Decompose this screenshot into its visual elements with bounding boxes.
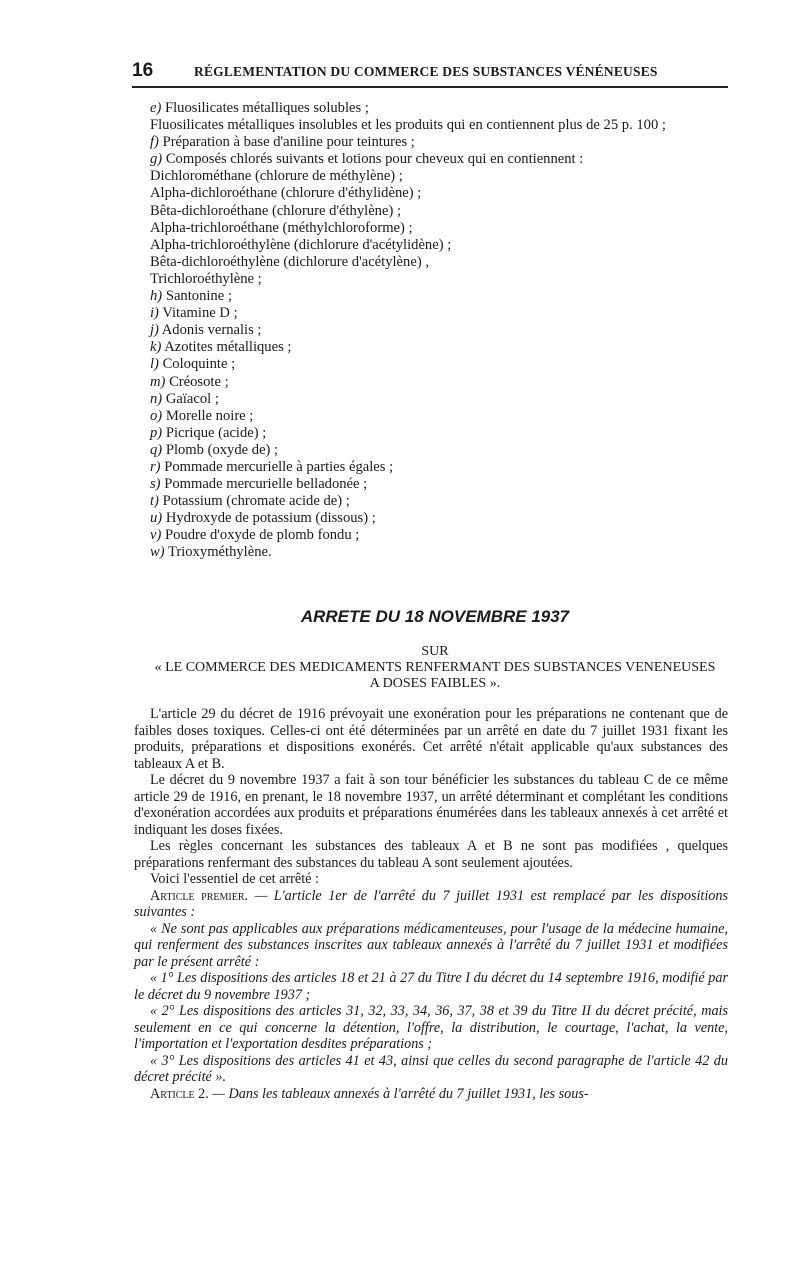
list-item-text: Bêta-dichloroéthane (chlorure d'éthylène) ;	[150, 202, 402, 219]
substance-list	[150, 100, 730, 562]
paragraph: « 1° Les dispositions des articles 18 et 21 à 27 du Titre I du décret du 14 septembre 1916, modifié par le décret du 9 novembre 1937 ;	[134, 970, 728, 1003]
list-item-letter: h)	[150, 288, 163, 305]
paragraph: « 3° Les dispositions des articles 41 et 43, ainsi que celles du second paragraphe de l'article 42 du décret précité ».	[134, 1052, 728, 1085]
list-item	[150, 493, 730, 510]
list-item-letter: w)	[150, 544, 165, 561]
list-item	[150, 322, 730, 339]
list-item-letter: i)	[150, 305, 159, 322]
list-item	[150, 459, 730, 476]
paragraph: « 2° Les dispositions des articles 31, 32, 33, 34, 36, 37, 38 et 39 du Titre II du décret précité, mais seulement en ce qui concerne la détention, l'offre, la distribution, le courtage, l'achat, la vente, l'importation et l'exportation desdites préparations ;	[134, 1003, 728, 1052]
list-item-text: Gaïacol ;	[165, 390, 219, 407]
list-item	[150, 425, 730, 442]
list-item-letter: s)	[150, 476, 161, 493]
paragraph: Les règles concernant les substances des tableaux A et B ne sont pas modifiées , quelques préparations renfermant des substances du tableau A sont seulement ajoutées.	[134, 838, 728, 871]
list-item-text: Trichloroéthylène ;	[150, 270, 262, 287]
list-item-text: Azotites métalliques ;	[164, 339, 292, 356]
list-item	[150, 288, 730, 305]
list-item-text: Créosote ;	[169, 373, 229, 390]
list-item	[150, 254, 730, 271]
article-label: Article premier.	[150, 887, 249, 904]
list-item	[150, 374, 730, 391]
list-item	[150, 117, 728, 134]
list-item	[150, 100, 730, 117]
list-item-text: Vitamine D ;	[162, 305, 238, 322]
section-title: ARRETE DU 18 NOVEMBRE 1937	[300, 607, 570, 626]
list-item	[150, 527, 730, 544]
list-item	[150, 408, 730, 425]
list-item-letter: u)	[150, 510, 163, 527]
list-item-letter: k)	[150, 339, 162, 356]
list-item	[150, 510, 730, 527]
list-item-text: Hydroxyde de potassium (dissous) ;	[165, 510, 376, 527]
list-item	[150, 544, 730, 561]
list-item-text: Poudre d'oxyde de plomb fondu ;	[165, 527, 360, 544]
list-item-letter: n)	[150, 390, 163, 407]
list-item-text: Fluosilicates métalliques insolubles et les produits qui en contiennent plus de 25 p. 100 ;	[150, 117, 666, 134]
list-item-letter: t)	[150, 493, 159, 510]
section-sur: SUR	[421, 644, 449, 659]
list-item-letter: f)	[150, 134, 159, 151]
list-item-text: Composés chlorés suivants et lotions pour cheveux qui en contiennent :	[165, 151, 584, 168]
list-item-text: Coloquinte ;	[162, 356, 236, 373]
list-item	[150, 134, 730, 151]
list-item-text: Bêta-dichloroéthylène (dichlorure d'acétylène) ,	[150, 253, 429, 270]
list-item-text: Dichlorométhane (chlorure de méthylène) ;	[150, 168, 403, 185]
paragraph: L'article 29 du décret de 1916 prévoyait une exonération pour les préparations ne contenant que de faibles doses toxiques. Celles-ci ont été déterminées par un arrêté en date du 7 juillet 1931 fixant les produits, préparations et dispositions exonérés. Cet arrêté n'était applicable qu'aux substances des tableaux A et B.	[134, 706, 728, 772]
list-item	[150, 339, 730, 356]
list-item-text: Morelle noire ;	[165, 407, 254, 424]
list-item	[150, 185, 730, 202]
paragraph	[134, 888, 728, 921]
list-item	[150, 476, 730, 493]
list-item	[150, 168, 730, 185]
article-text: — L'article 1er de l'arrêté du 7 juillet 1931 est remplacé par les dispositions suivantes :	[134, 887, 728, 920]
list-item-text: Trioxyméthylène.	[167, 544, 272, 561]
list-item-text: Alpha-trichloroéthylène (dichlorure d'acétylidène) ;	[150, 236, 452, 253]
list-item-text: Adonis vernalis ;	[161, 322, 262, 339]
list-item-text: Alpha-dichloroéthane (chlorure d'éthylidène) ;	[150, 185, 422, 202]
list-item-letter: l)	[150, 356, 159, 373]
list-item	[150, 203, 730, 220]
list-item-letter: j)	[150, 322, 159, 339]
list-item-text: Pommade mercurielle belladonée ;	[164, 476, 368, 493]
list-item-text: Préparation à base d'aniline pour teintures ;	[162, 134, 415, 151]
running-title: RÉGLEMENTATION DU COMMERCE DES SUBSTANCES VÉNÉNEUSES	[194, 64, 658, 79]
list-item-letter: g)	[150, 151, 163, 168]
list-item-letter: o)	[150, 407, 163, 424]
list-item-letter: v)	[150, 527, 162, 544]
paragraph	[134, 1086, 728, 1103]
list-item-letter: r)	[150, 458, 161, 475]
list-item	[150, 220, 730, 237]
list-item-letter: q)	[150, 441, 163, 458]
page-number: 16	[132, 60, 154, 81]
paragraph: « Ne sont pas applicables aux préparations médicamenteuses, pour l'usage de la médecine humaine, qui renferment des substances inscrites aux tableaux annexés à l'arrêté du 7 juillet 1931 et modifiées par le présent arrêté :	[134, 920, 728, 970]
list-item-text: Plomb (oxyde de) ;	[165, 441, 279, 458]
list-item-text: Potassium (chromate acide de) ;	[162, 493, 350, 510]
list-item	[150, 271, 730, 288]
list-item	[150, 305, 730, 322]
list-item-text: Santonine ;	[165, 288, 232, 305]
list-item	[150, 151, 730, 168]
section-subtitle: « LE COMMERCE DES MEDICAMENTS RENFERMANT DES SUBSTANCES VENENEUSES A DOSES FAIBLES ».	[154, 660, 716, 691]
list-item-text: Alpha-trichloroéthane (méthylchloroforme) ;	[150, 219, 413, 236]
list-item-letter: m)	[150, 373, 166, 390]
paragraph: Le décret du 9 novembre 1937 a fait à son tour bénéficier les substances du tableau C de ce même article 29 de 1916, en prenant, le 18 novembre 1937, un arrêté déterminant et complétant les conditions d'exonération accordées aux produits et préparations énumérées dans les tableaux annexés à cet arrêté et indiquant les doses fixées.	[134, 772, 728, 838]
list-item-text: Fluosilicates métalliques solubles ;	[165, 100, 369, 116]
list-item-text: Picrique (acide) ;	[165, 424, 267, 441]
article-text: — Dans les tableaux annexés à l'arrêté du 7 juillet 1931, les sous-	[208, 1085, 589, 1102]
list-item-text: Pommade mercurielle à parties égales ;	[164, 458, 394, 475]
paragraph: Voici l'essentiel de cet arrêté :	[150, 871, 319, 887]
page-header	[132, 60, 728, 88]
article-label: Article 2.	[150, 1085, 209, 1102]
list-item	[150, 442, 730, 459]
list-item	[150, 391, 730, 408]
list-item-letter: e)	[150, 100, 162, 116]
list-item	[150, 356, 730, 373]
list-item	[150, 237, 730, 254]
list-item-letter: p)	[150, 424, 163, 441]
body-text	[134, 706, 728, 1102]
